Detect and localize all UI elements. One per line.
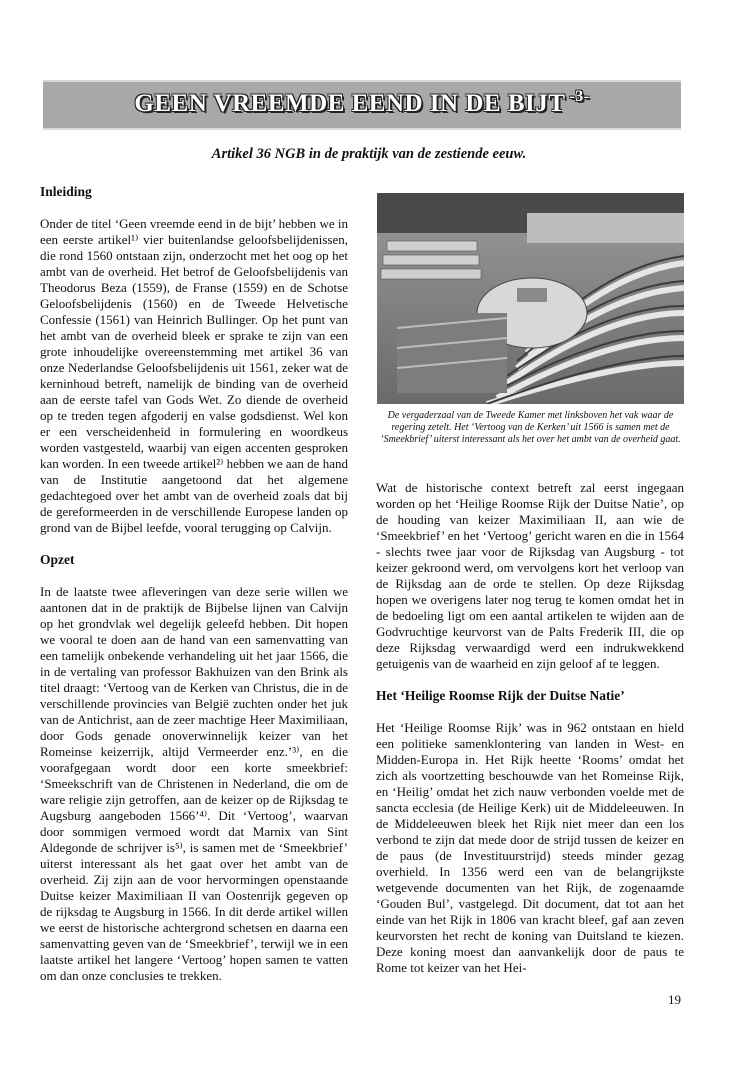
page-number: 19	[668, 992, 681, 1007]
right-column	[376, 480, 684, 992]
heading-inleiding: Inleiding	[40, 184, 92, 199]
heading-heilige-roomse-rijk: Het ‘Heilige Roomse Rijk der Duitse Natie’	[376, 688, 625, 703]
heading-opzet: Opzet	[40, 552, 75, 567]
article-title: GEEN VREEMDE EEND IN DE BIJT $^{-3-}$	[134, 88, 590, 117]
paragraph-context: Wat de historische context betreft zal eerst ingegaan worden op het ‘Heilige Roomse Rijk der Duitse Natie’, op de houding van keizer Maximiliaan II, aan wie de ‘Smeekbrief’ en het ‘Vertoog’ gericht waren en die in 1564 - slechts twee jaar voor de Rijksdag van Augsburg - tot keizer gekroond werd, om vervolgens kort het verloop van de Rijksdag aan de orde te stellen. Op deze Rijksdag hopen we overigens later nog terug te komen omdat het in de bedoeling ligt om een aantal artikelen te wijden aan de Godvruchtige keurvorst van de Palts Frederik III, die op deze Rijksdag verwaardigd werd een indrukwekkend getuigenis van de waarheid en zijn geloof af te leggen.	[376, 480, 684, 671]
title-band	[43, 80, 681, 130]
parliament-hall-illustration	[377, 193, 684, 404]
left-column	[40, 184, 348, 1000]
parliament-photo	[377, 193, 684, 404]
article-subtitle: Artikel 36 NGB in de praktijk van de zestiende eeuw.	[211, 146, 527, 162]
paragraph-heilige-roomse-rijk: Het ‘Heilige Roomse Rijk’ was in 962 ontstaan en hield een politieke samenklontering van landen in West- en Midden-Europa in. Het Rijk heette ‘Rooms’ omdat het zich als voortzetting beschouwde van het Romeinse Rijk, en ‘Heilig’ omdat het zich nauw verbonden voelde met de sancta ecclesia (de Heilige Kerk) uit de Middeleeuwen. In de Middeleeuwen bleek het Rijk niet meer dan een los verbond te zijn dat mede door de strijd tussen de keizer en de paus (de Investituurstrijd) steeds minder gezag overhield. In 1356 werd een van de belangrijkste wetgevende documenten van het Rijk, de zogenaamde ‘Gouden Bul’, vastgelegd. Dit document, dat tot aan het einde van het Rijk in 1806 van kracht bleef, gaf aan zeven keurvorsten het recht de koning van Duitsland te kiezen. Deze koning moest dan aanvankelijk door de paus te Rome tot keizer van het Hei-	[376, 720, 684, 975]
photo-caption: De vergaderzaal van de Tweede Kamer met linksboven het vak waar de regering zetelt. Het ‘Vertoog van de Kerken’ uit 1566 is samen met de ‘Smeekbrief’ uiterst interessant als het over het ambt van de overheid gaat.	[380, 410, 681, 445]
paragraph-opzet: In de laatste twee afleveringen van deze serie willen we aantonen dat in de praktijk de Bijbelse lijnen van Calvijn op het grondvlak wel degelijk geleefd hebben. Dit hopen we vooral te doen aan de hand van een samenvatting van een tamelijk onbekende verhandeling uit het jaar 1566, die in de vertaling van professor Bakhuizen van den Brink als titel draagt: ‘Vertoog van de Kerken van Christus, die in de verschillende provincies van België zuchten onder het juk van de Antichrist, aan de zeer machtige Heer Maximiliaan, door Gods genade onoverwinnelijk keizer van het Romeinse keizerrijk, altijd Vermeerder enz.’³⁾, en die voorafgegaan wordt door een korte smeekbrief: ‘Smeekschrift van de Christenen in Nederland, die om de ware religie zijn getroffen, aan de keizer op de Rijksdag te Augsburg aangeboden 1566’⁴⁾. Dit ‘Vertoog’, waarvan door sommigen vermoed wordt dat Marnix van Sint Aldegonde de schrijver is⁵⁾, is samen met de ‘Smeekbrief’ uiterst interessant als het gaat over het ambt van de overheid. Zij zijn aan de voor hervormingen openstaande Duitse keizer Maximiliaan II van Oostenrijk gegeven op de rijksdag te Augsburg in 1566. In dit derde artikel willen we eerst de historische achtergrond schetsen en daarna een samenvatting geven van de ‘Smeekbrief’, terwijl we in een laatste artikel het langere ‘Vertoog’ hopen samen te vatten om dan onze conclusies te trekken.	[40, 584, 348, 983]
series-number: -3-	[569, 88, 590, 105]
paragraph-inleiding: Onder de titel ‘Geen vreemde eend in de bijt’ hebben we in een eerste artikel¹⁾ vier buitenlandse geloofsbelijdenissen, die rond 1560 ontstaan zijn, onderzocht met het oog op het ambt van de overheid. Het betrof de Geloofsbelijdenis van Theodorus Beza (1559), de Franse (1559) en de Schotse Geloofsbelijdenis (1560) en de Tweede Helvetische Confessie (1561) van Heinrich Bullinger. Op het punt van het ambt van de overheid bleek er sprake te zijn van een grote inhoudelijke overeenstemming met artikel 36 van onze Nederlandse Geloofsbelijdenis uit 1561, zeker wat de kerninhoud betreft, namelijk de binding van de overheid aan de eerste tafel van Gods Wet. Zo diende de overheid op te treden tegen afgoderij en valse godsdienst. Wel kon er een verscheidenheid in formulering en woordkeus worden vastgesteld, waarbij van eigen accenten gesproken kan worden. In een tweede artikel²⁾ hebben we aan de hand van de Institutie aangetoond dat het algemene gedachtegoed over het ambt van de overheid zoals dat bij de gereformeerden in de verschillende Europese landen op grond van de Bijbel leefde, vooral terugging op Calvijn.	[40, 216, 348, 535]
